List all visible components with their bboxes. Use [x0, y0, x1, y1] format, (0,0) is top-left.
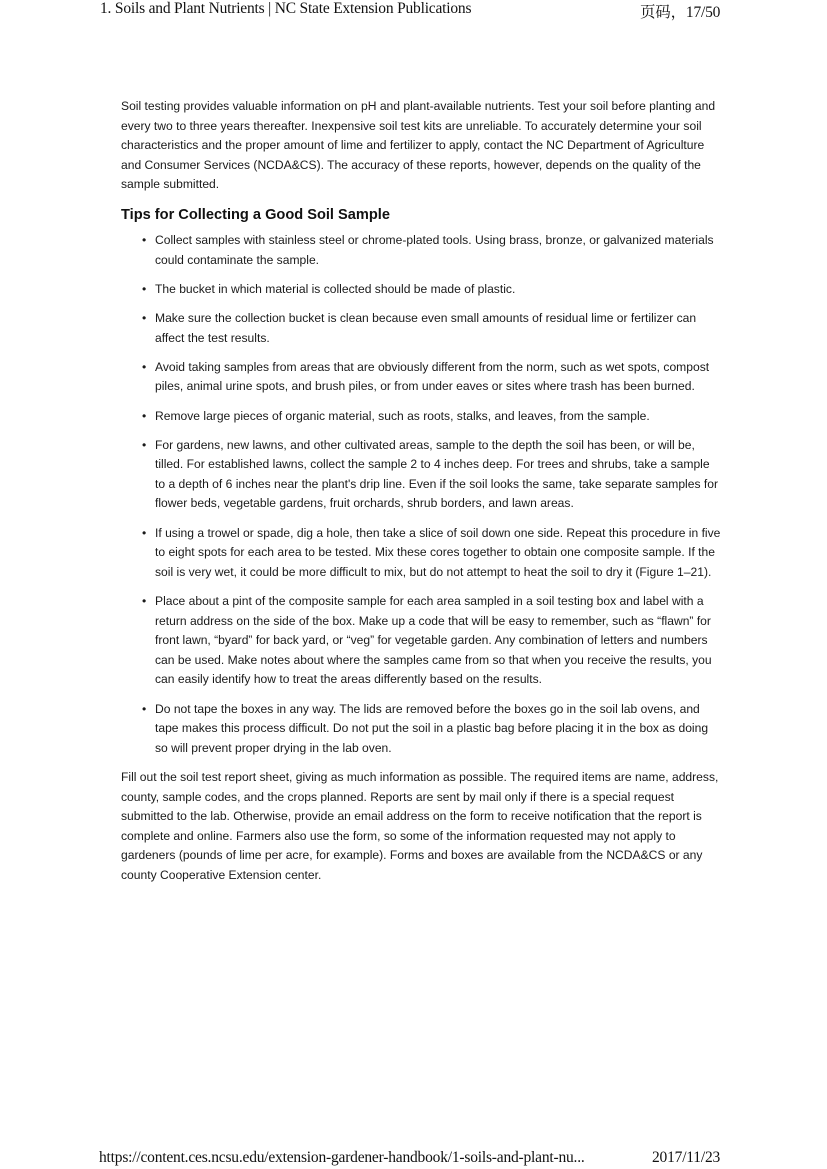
- list-item-text: If using a trowel or spade, dig a hole, then take a slice of soil down one side. Repeat this procedure in five to eight spots for each area to be tested. Mix these cores together to obtain one composite sample. If the soil is very wet, it could be more difficult to mix, but do not attempt to heat the soil to dry it (Figure 1–21).: [155, 525, 721, 579]
- bullet-icon: •: [142, 594, 147, 609]
- bullet-icon: •: [142, 281, 147, 296]
- list-item-text: Place about a pint of the composite sample for each area sampled in a soil testing box and label with a return address on the side of the box. Make up a code that will be easy to remember, such as “flawn” for front lawn, “byard” for back yard, or “veg” for vegetable garden. Any combination of letters and numbers can be used. Make notes about where the samples came from so that when you receive the results, you can easily identify how to treat the areas differently based on the results.: [155, 594, 712, 687]
- intro-paragraph: Soil testing provides valuable information on pH and plant-available nutrients. Test your soil before planting and every two to three years thereafter. Inexpensive soil test kits are unreliable. To accurately determine your soil characteristics and the proper amount of lime and fertilizer to apply, contact the NC Department of Agriculture and Consumer Services (NCDA&CS). The accuracy of these reports, however, depends on the quality of the sample submitted.: [121, 99, 716, 192]
- list-item-text: Make sure the collection bucket is clean because even small amounts of residual lime or fertilizer can affect the test results.: [155, 310, 697, 345]
- page-number-indicator: 页码，17/50: [640, 4, 721, 21]
- list-item: [121, 309, 721, 348]
- page-header-title: 1. Soils and Plant Nutrients | NC State Extension Publications: [100, 0, 472, 17]
- list-item-text: Avoid taking samples from areas that are obviously different from the norm, such as wet spots, compost piles, animal urine spots, and brush piles, or from under eaves or sites where trash has been burned.: [155, 359, 710, 394]
- bullet-icon: •: [142, 359, 147, 374]
- bullet-icon: •: [142, 525, 147, 540]
- bullet-icon: •: [142, 701, 147, 716]
- list-item-text: Collect samples with stainless steel or chrome-plated tools. Using brass, bronze, or galvanized materials could contaminate the sample.: [155, 232, 714, 267]
- list-item: [121, 231, 721, 270]
- bullet-icon: •: [142, 408, 147, 423]
- bullet-icon: •: [142, 437, 147, 452]
- list-item-text: The bucket in which material is collected should be made of plastic.: [155, 281, 516, 296]
- list-item: [121, 700, 721, 759]
- tips-list: [121, 231, 721, 758]
- article-body: [121, 97, 721, 886]
- footer-date: 2017/11/23: [652, 1149, 721, 1166]
- bullet-icon: •: [142, 310, 147, 325]
- list-item-text: Do not tape the boxes in any way. The lids are removed before the boxes go in the soil lab ovens, and tape makes this process difficult. Do not put the soil in a plastic bag before placing it in the box as doing so will prevent proper drying in the lab oven.: [155, 701, 709, 755]
- closing-paragraph: Fill out the soil test report sheet, giving as much information as possible. The required items are name, address, county, sample codes, and the crops planned. Reports are sent by mail only if there is a special request submitted to the lab. Otherwise, provide an email address on the form to receive notification that the report is complete and online. Farmers also use the form, so some of the information requested may not apply to gardeners (pounds of lime per acre, for example). Forms and boxes are available from the NCDA&CS or any county Cooperative Extension center.: [121, 769, 719, 882]
- list-item: [121, 358, 721, 397]
- list-item: [121, 280, 721, 300]
- section-heading: Tips for Collecting a Good Soil Sample: [121, 206, 390, 223]
- bullet-icon: •: [142, 232, 147, 247]
- list-item: [121, 524, 721, 583]
- list-item: [121, 592, 721, 690]
- list-item-text: Remove large pieces of organic material, such as roots, stalks, and leaves, from the sample.: [155, 408, 650, 423]
- list-item: [121, 436, 721, 514]
- list-item: [121, 407, 721, 427]
- list-item-text: For gardens, new lawns, and other cultivated areas, sample to the depth the soil has been, or will be, tilled. For established lawns, collect the sample 2 to 4 inches deep. For trees and shrubs, take a sample to a depth of 6 inches near the plant's drip line. Even if the soil looks the same, take separate samples for flower beds, vegetable gardens, fruit orchards, shrub borders, and lawn areas.: [155, 437, 718, 511]
- footer-url: https://content.ces.ncsu.edu/extension-gardener-handbook/1-soils-and-plant-nu...: [99, 1149, 585, 1166]
